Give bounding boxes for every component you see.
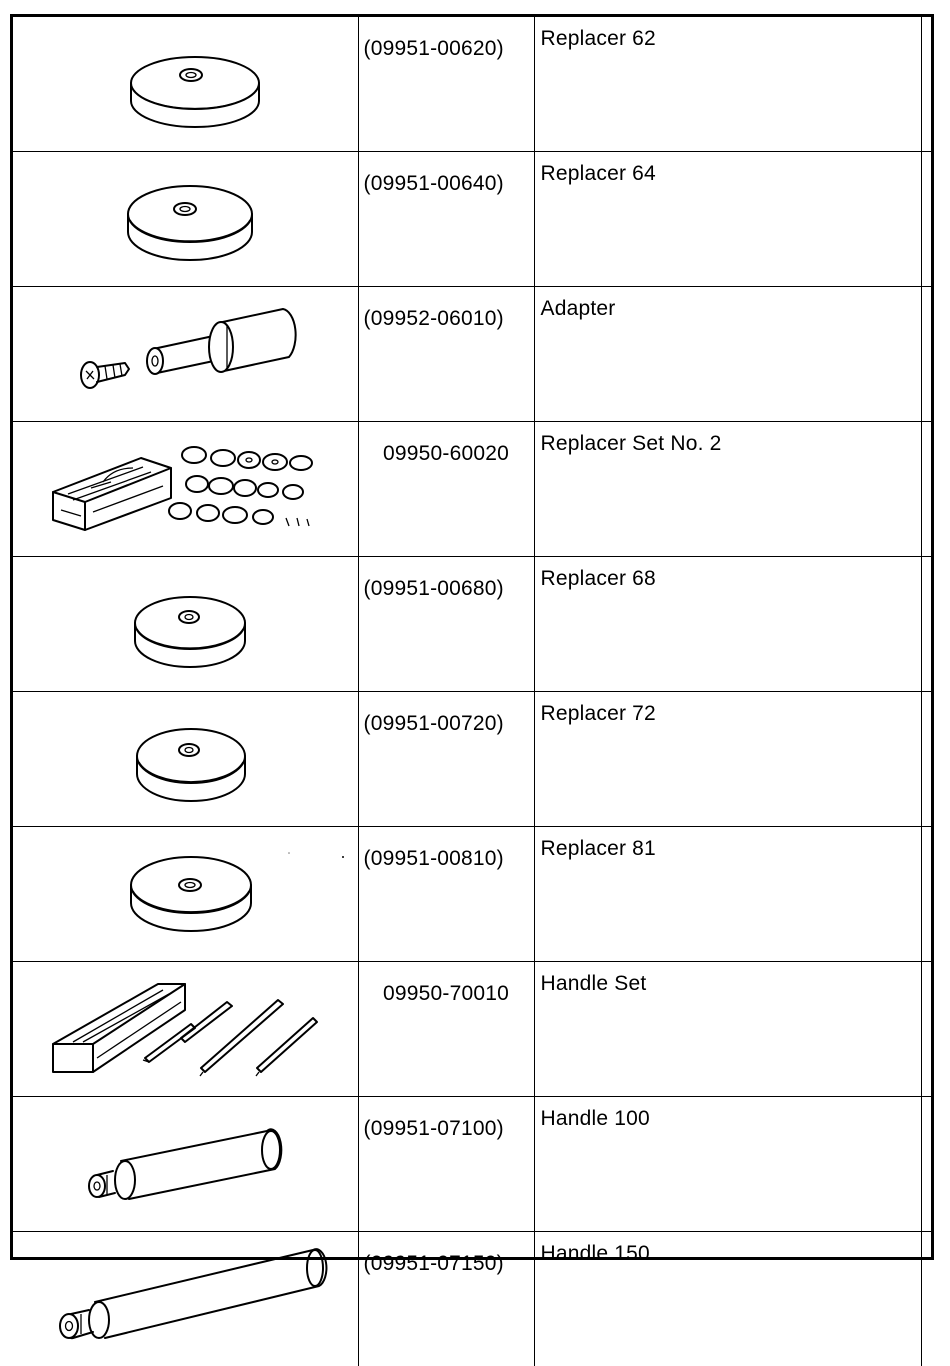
- replacer-disc-icon: [13, 152, 358, 276]
- tool-image-cell: [13, 962, 358, 1097]
- table-row: [13, 827, 931, 962]
- tool-name: Handle 150: [535, 1232, 921, 1266]
- blank-cell: [921, 692, 931, 827]
- blank-cell: [921, 1097, 931, 1232]
- table-row: [13, 692, 931, 827]
- handle-set-icon: [13, 962, 358, 1086]
- tool-image-cell: [13, 17, 358, 152]
- tool-image-cell: [13, 557, 358, 692]
- handle-icon: [13, 1097, 358, 1221]
- replacer-set-icon: [13, 422, 358, 546]
- blank-cell: [921, 962, 931, 1097]
- table-row: [13, 152, 931, 287]
- tool-image-cell: [13, 152, 358, 287]
- part-number: 09950-60020: [359, 432, 534, 466]
- replacer-disc-icon: [13, 17, 358, 141]
- table-row: [13, 1097, 931, 1232]
- tool-image-cell: [13, 422, 358, 557]
- blank-cell: [921, 152, 931, 287]
- tool-image-cell: [13, 692, 358, 827]
- replacer-disc-icon: [13, 692, 358, 816]
- tool-name: Replacer 81: [535, 827, 921, 861]
- tool-image-cell: [13, 1232, 358, 1366]
- blank-cell: [921, 1232, 931, 1366]
- adapter-icon: [13, 287, 358, 411]
- part-number: (09951-00810): [359, 837, 534, 871]
- part-number: (09951-00620): [359, 27, 534, 61]
- blank-cell: [921, 557, 931, 692]
- table-row: [13, 557, 931, 692]
- tool-name: Replacer Set No. 2: [535, 422, 921, 456]
- tool-name: Replacer 64: [535, 152, 921, 186]
- tool-list-sheet: [10, 14, 934, 1260]
- replacer-disc-icon: [13, 557, 358, 681]
- blank-cell: [921, 17, 931, 152]
- tool-name: Replacer 68: [535, 557, 921, 591]
- tool-name: Handle Set: [535, 962, 921, 996]
- table-row: [13, 962, 931, 1097]
- handle-icon: [13, 1232, 358, 1356]
- table-row: [13, 17, 931, 152]
- replacer-disc-icon: [13, 827, 358, 951]
- tool-image-cell: [13, 287, 358, 422]
- tool-name: Replacer 72: [535, 692, 921, 726]
- part-number: (09951-00720): [359, 702, 534, 736]
- blank-cell: [921, 422, 931, 557]
- table-row: [13, 422, 931, 557]
- blank-cell: [921, 827, 931, 962]
- table-row: [13, 1232, 931, 1366]
- tool-image-cell: [13, 1097, 358, 1232]
- part-number: (09951-00640): [359, 162, 534, 196]
- part-number: (09951-07100): [359, 1107, 534, 1141]
- tool-name: Adapter: [535, 287, 921, 321]
- tool-image-cell: [13, 827, 358, 962]
- tool-table: [13, 17, 931, 1366]
- part-number: 09950-70010: [359, 972, 534, 1006]
- tool-name: Handle 100: [535, 1097, 921, 1131]
- part-number: (09951-00680): [359, 567, 534, 601]
- part-number: (09951-07150): [359, 1242, 534, 1276]
- table-row: [13, 287, 931, 422]
- blank-cell: [921, 287, 931, 422]
- part-number: (09952-06010): [359, 297, 534, 331]
- tool-name: Replacer 62: [535, 17, 921, 51]
